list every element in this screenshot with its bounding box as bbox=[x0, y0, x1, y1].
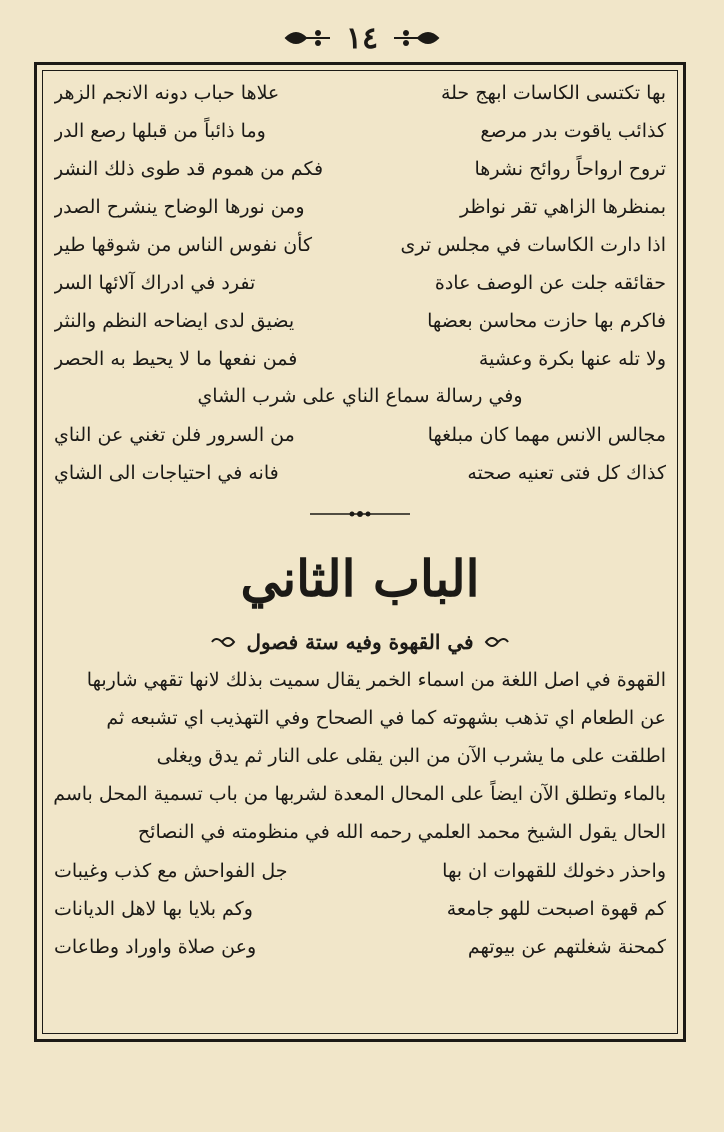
verse-first-hemistich: كمحنة شغلتهم عن بيوتهم bbox=[467, 936, 666, 958]
prose-line: القهوة في اصل اللغة من اسماء الخمر يقال سميت بذلك لانها تقهي شاربها bbox=[86, 669, 666, 691]
verse-first-hemistich: حقائقه جلت عن الوصف عادة bbox=[434, 272, 666, 294]
verse-line bbox=[46, 928, 674, 966]
verse-second-hemistich: وعن صلاة واوراد وطاعات bbox=[54, 936, 257, 958]
verse-second-hemistich: علاها حباب دونه الانجم الزهر bbox=[54, 82, 280, 104]
flourish-icon bbox=[210, 633, 236, 651]
verse-line bbox=[46, 340, 674, 378]
verses-bottom bbox=[46, 852, 674, 966]
verse-line bbox=[46, 150, 674, 188]
verse-second-hemistich: جل الفواحش مع كذب وغيبات bbox=[54, 860, 288, 882]
verse-second-hemistich: من السرور فلن تغني عن الناي bbox=[54, 424, 295, 446]
verses-mid bbox=[46, 416, 674, 492]
verse-second-hemistich: ومن نورها الوضاح ينشرح الصدر bbox=[54, 196, 305, 218]
prose-line: اطلقت على ما يشرب الآن من البن يقلى على النار ثم يدق ويغلى bbox=[156, 745, 666, 767]
verse-second-hemistich: فمن نفعها ما لا يحيط به الحصر bbox=[54, 348, 298, 370]
verse-first-hemistich: كذائب ياقوت بدر مرصع bbox=[480, 120, 666, 142]
verse-first-hemistich: تروح ارواحاً روائح نشرها bbox=[474, 158, 666, 180]
prose-paragraph bbox=[46, 662, 674, 852]
chapter-title: الباب الثاني bbox=[240, 549, 480, 608]
verse-first-hemistich: بمنظرها الزاهي تقر نواظر bbox=[459, 196, 666, 218]
flourish-icon bbox=[484, 633, 510, 651]
verse-line bbox=[46, 188, 674, 226]
verse-second-hemistich: فانه في احتياجات الى الشاي bbox=[54, 462, 279, 484]
verse-second-hemistich: وما ذائباً من قبلها رصع الدر bbox=[54, 120, 266, 142]
verse-second-hemistich: فكم من هموم قد طوى ذلك النشر bbox=[54, 158, 324, 180]
verse-line bbox=[46, 302, 674, 340]
ornament-icon bbox=[392, 26, 440, 50]
verse-first-hemistich: فاكرم بها حازت محاسن بعضها bbox=[427, 310, 666, 332]
verse-line bbox=[46, 226, 674, 264]
prose-line: عن الطعام اي تذهب بشهوته كما في الصحاح وفي التهذيب اي تشبعه ثم bbox=[106, 707, 666, 729]
page-number: ١٤ bbox=[345, 20, 379, 56]
verse-line bbox=[46, 416, 674, 454]
verse-line bbox=[46, 454, 674, 492]
verse-line bbox=[46, 264, 674, 302]
verses-top bbox=[46, 74, 674, 378]
prose-line: بالماء وتطلق الآن ايضاً على المحال المعدة لشربها من باب تسمية المحل باسم bbox=[53, 783, 666, 805]
divider-ornament-icon bbox=[310, 509, 410, 519]
ornament-icon bbox=[284, 26, 332, 50]
chapter-subtitle-row bbox=[46, 622, 674, 662]
section-divider bbox=[46, 492, 674, 536]
page-header bbox=[0, 18, 724, 58]
verse-second-hemistich: تفرد في ادراك آلائها السر bbox=[54, 272, 256, 294]
verse-second-hemistich: يضيق لدى ايضاحه النظم والنثر bbox=[54, 310, 295, 332]
verse-line bbox=[46, 852, 674, 890]
verse-first-hemistich: بها تكتسى الكاسات ابهج حلة bbox=[440, 82, 666, 104]
intro-line: وفي رسالة سماع الناي على شرب الشاي bbox=[197, 385, 523, 407]
verse-first-hemistich: واحذر دخولك للقهوات ان بها bbox=[442, 860, 666, 882]
verse-first-hemistich: كم قهوة اصبحت للهو جامعة bbox=[446, 898, 666, 920]
chapter-subtitle: في القهوة وفيه ستة فصول bbox=[246, 630, 474, 654]
prose-line: الحال يقول الشيخ محمد العلمي رحمه الله في منظومته في النصائح bbox=[137, 821, 666, 843]
verse-line bbox=[46, 74, 674, 112]
verse-line bbox=[46, 890, 674, 928]
verse-first-hemistich: اذا دارت الكاسات في مجلس ترى bbox=[400, 234, 666, 256]
verse-second-hemistich: كأن نفوس الناس من شوقها طير bbox=[54, 234, 313, 256]
verse-first-hemistich: مجالس الانس مهما كان مبلغها bbox=[427, 424, 666, 446]
verse-first-hemistich: كذاك كل فتى تعنيه صحته bbox=[467, 462, 666, 484]
verse-second-hemistich: وكم بلايا بها لاهل الديانات bbox=[54, 898, 253, 920]
verse-first-hemistich: ولا تله عنها بكرة وعشية bbox=[478, 348, 666, 370]
page-content bbox=[46, 74, 674, 966]
verse-line bbox=[46, 112, 674, 150]
